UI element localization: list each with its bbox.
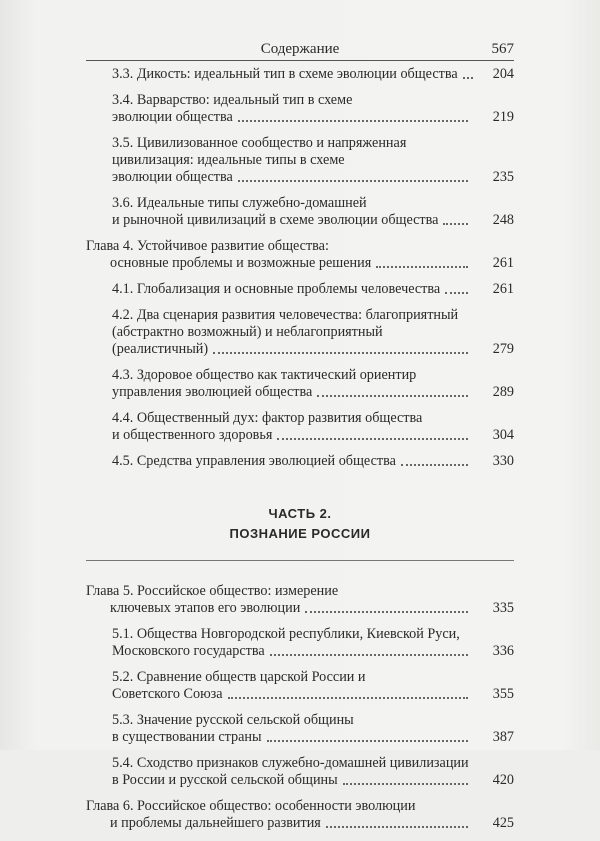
toc-list-part1 xyxy=(86,66,514,470)
toc-entry-title-line: 3.4. Варварство: идеальный тип в схеме xyxy=(112,92,353,108)
toc-entry-title-line: 4.3. Здоровое общество как тактический ориентир xyxy=(112,367,417,383)
toc-entry-title-line: Советского Союза xyxy=(112,686,223,702)
dot-leader xyxy=(326,826,468,828)
part-label: ЧАСТЬ 2. xyxy=(268,506,332,521)
toc-chapter-entry[interactable] xyxy=(86,798,514,832)
dot-leader xyxy=(270,654,468,656)
toc-page-number: 261 xyxy=(492,255,514,271)
dot-leader xyxy=(228,697,468,699)
toc-entry-title-line: 3.6. Идеальные типы служебно-домашней xyxy=(112,195,367,211)
toc-entry-title-line: цивилизация: идеальные типы в схеме xyxy=(112,152,345,168)
toc-section-entry[interactable] xyxy=(86,712,514,746)
toc-section-entry[interactable] xyxy=(86,281,514,298)
toc-page-number: 204 xyxy=(492,66,514,82)
dot-leader xyxy=(443,223,468,225)
toc-entry-title-line: основные проблемы и возможные решения xyxy=(110,255,372,271)
toc-section-entry[interactable] xyxy=(86,453,514,470)
toc-entry-title-line: Московского государства xyxy=(112,643,265,659)
toc-entry-title-line: Глава 4. Устойчивое развитие общества: xyxy=(86,238,329,254)
toc-page-number: 289 xyxy=(492,384,514,400)
toc-list-part2 xyxy=(86,583,514,832)
toc-section-entry[interactable] xyxy=(86,755,514,789)
toc-entry-title-line: (абстрактно возможный) и неблагоприятный xyxy=(112,324,383,340)
toc-section-entry[interactable] xyxy=(86,410,514,444)
dot-leader xyxy=(305,611,468,613)
toc-entry-title-line: и общественного здоровья xyxy=(112,427,273,443)
running-header xyxy=(86,38,514,61)
part-title: ПОЗНАНИЕ РОССИИ xyxy=(229,526,371,541)
toc-entry-title-line: Глава 6. Российское общество: особенности эволюции xyxy=(86,798,416,814)
table-of-contents xyxy=(86,66,514,841)
toc-entry-title-line: и проблемы дальнейшего развития xyxy=(110,815,321,831)
dot-leader xyxy=(401,464,468,466)
toc-entry-title-line: (реалистичный) xyxy=(112,341,209,357)
toc-chapter-entry[interactable] xyxy=(86,238,514,272)
dot-leader xyxy=(445,292,468,294)
dot-leader xyxy=(213,352,468,354)
toc-entry-title-line: и рыночной цивилизаций в схеме эволюции общества xyxy=(112,212,439,228)
toc-entry-title-line: 4.4. Общественный дух: фактор развития общества xyxy=(112,410,423,426)
dot-leader xyxy=(238,180,468,182)
toc-section-entry[interactable] xyxy=(86,195,514,229)
dot-leader xyxy=(277,438,468,440)
toc-entry-title-line: 4.1. Глобализация и основные проблемы человечества xyxy=(112,281,441,297)
toc-section-entry[interactable] xyxy=(86,669,514,703)
toc-page-number: 248 xyxy=(492,212,514,228)
dot-leader xyxy=(376,266,468,268)
part-heading xyxy=(86,504,514,544)
toc-entry-title-line: 5.4. Сходство признаков служебно-домашней цивилизации xyxy=(112,755,469,771)
part-divider xyxy=(86,560,514,561)
toc-page-number: 335 xyxy=(492,600,514,616)
dot-leader xyxy=(267,740,468,742)
toc-section-entry[interactable] xyxy=(86,626,514,660)
toc-page-number: 387 xyxy=(492,729,514,745)
toc-chapter-entry[interactable] xyxy=(86,583,514,617)
toc-page-number: 425 xyxy=(492,815,514,831)
toc-section-entry[interactable] xyxy=(86,66,514,83)
toc-entry-title-line: управления эволюцией общества xyxy=(112,384,313,400)
toc-page-number: 304 xyxy=(492,427,514,443)
toc-section-entry[interactable] xyxy=(86,135,514,186)
toc-page-number: 336 xyxy=(492,643,514,659)
toc-page-number: 420 xyxy=(492,772,514,788)
dot-leader xyxy=(238,120,468,122)
toc-page-number: 219 xyxy=(492,109,514,125)
toc-entry-title-line: 3.3. Дикость: идеальный тип в схеме эволюции общества xyxy=(112,66,458,82)
toc-entry-title-line: ключевых этапов его эволюции xyxy=(110,600,301,616)
toc-entry-title-line: эволюции общества xyxy=(112,169,233,185)
toc-entry-title-line: в России и русской сельской общины xyxy=(112,772,338,788)
toc-section-entry[interactable] xyxy=(86,307,514,358)
toc-entry-title-line: Глава 5. Российское общество: измерение xyxy=(86,583,339,599)
toc-entry-title-line: 5.1. Общества Новгородской республики, Киевской Руси, xyxy=(112,626,460,642)
toc-entry-title-line: 4.5. Средства управления эволюцией общества xyxy=(112,453,396,469)
toc-page-number: 279 xyxy=(492,341,514,357)
dot-leader xyxy=(317,395,468,397)
toc-page-number: 330 xyxy=(492,453,514,469)
toc-entry-title-line: 5.2. Сравнение обществ царской России и xyxy=(112,669,366,685)
toc-section-entry[interactable] xyxy=(86,367,514,401)
toc-page-number: 261 xyxy=(492,281,514,297)
toc-entry-title-line: 3.5. Цивилизованное сообщество и напряженная xyxy=(112,135,407,151)
toc-entry-title-line: в существовании страны xyxy=(112,729,262,745)
toc-entry-title-line: 4.2. Два сценария развития человечества: благоприятный xyxy=(112,307,459,323)
toc-page-number: 355 xyxy=(492,686,514,702)
dot-leader xyxy=(343,783,468,785)
toc-entry-title-line: эволюции общества xyxy=(112,109,233,125)
dot-leader xyxy=(463,77,473,79)
header-page-number: 567 xyxy=(491,41,514,57)
toc-page-number: 235 xyxy=(492,169,514,185)
toc-entry-title-line: 5.3. Значение русской сельской общины xyxy=(112,712,354,728)
header-title: Содержание xyxy=(260,41,340,57)
toc-section-entry[interactable] xyxy=(86,92,514,126)
